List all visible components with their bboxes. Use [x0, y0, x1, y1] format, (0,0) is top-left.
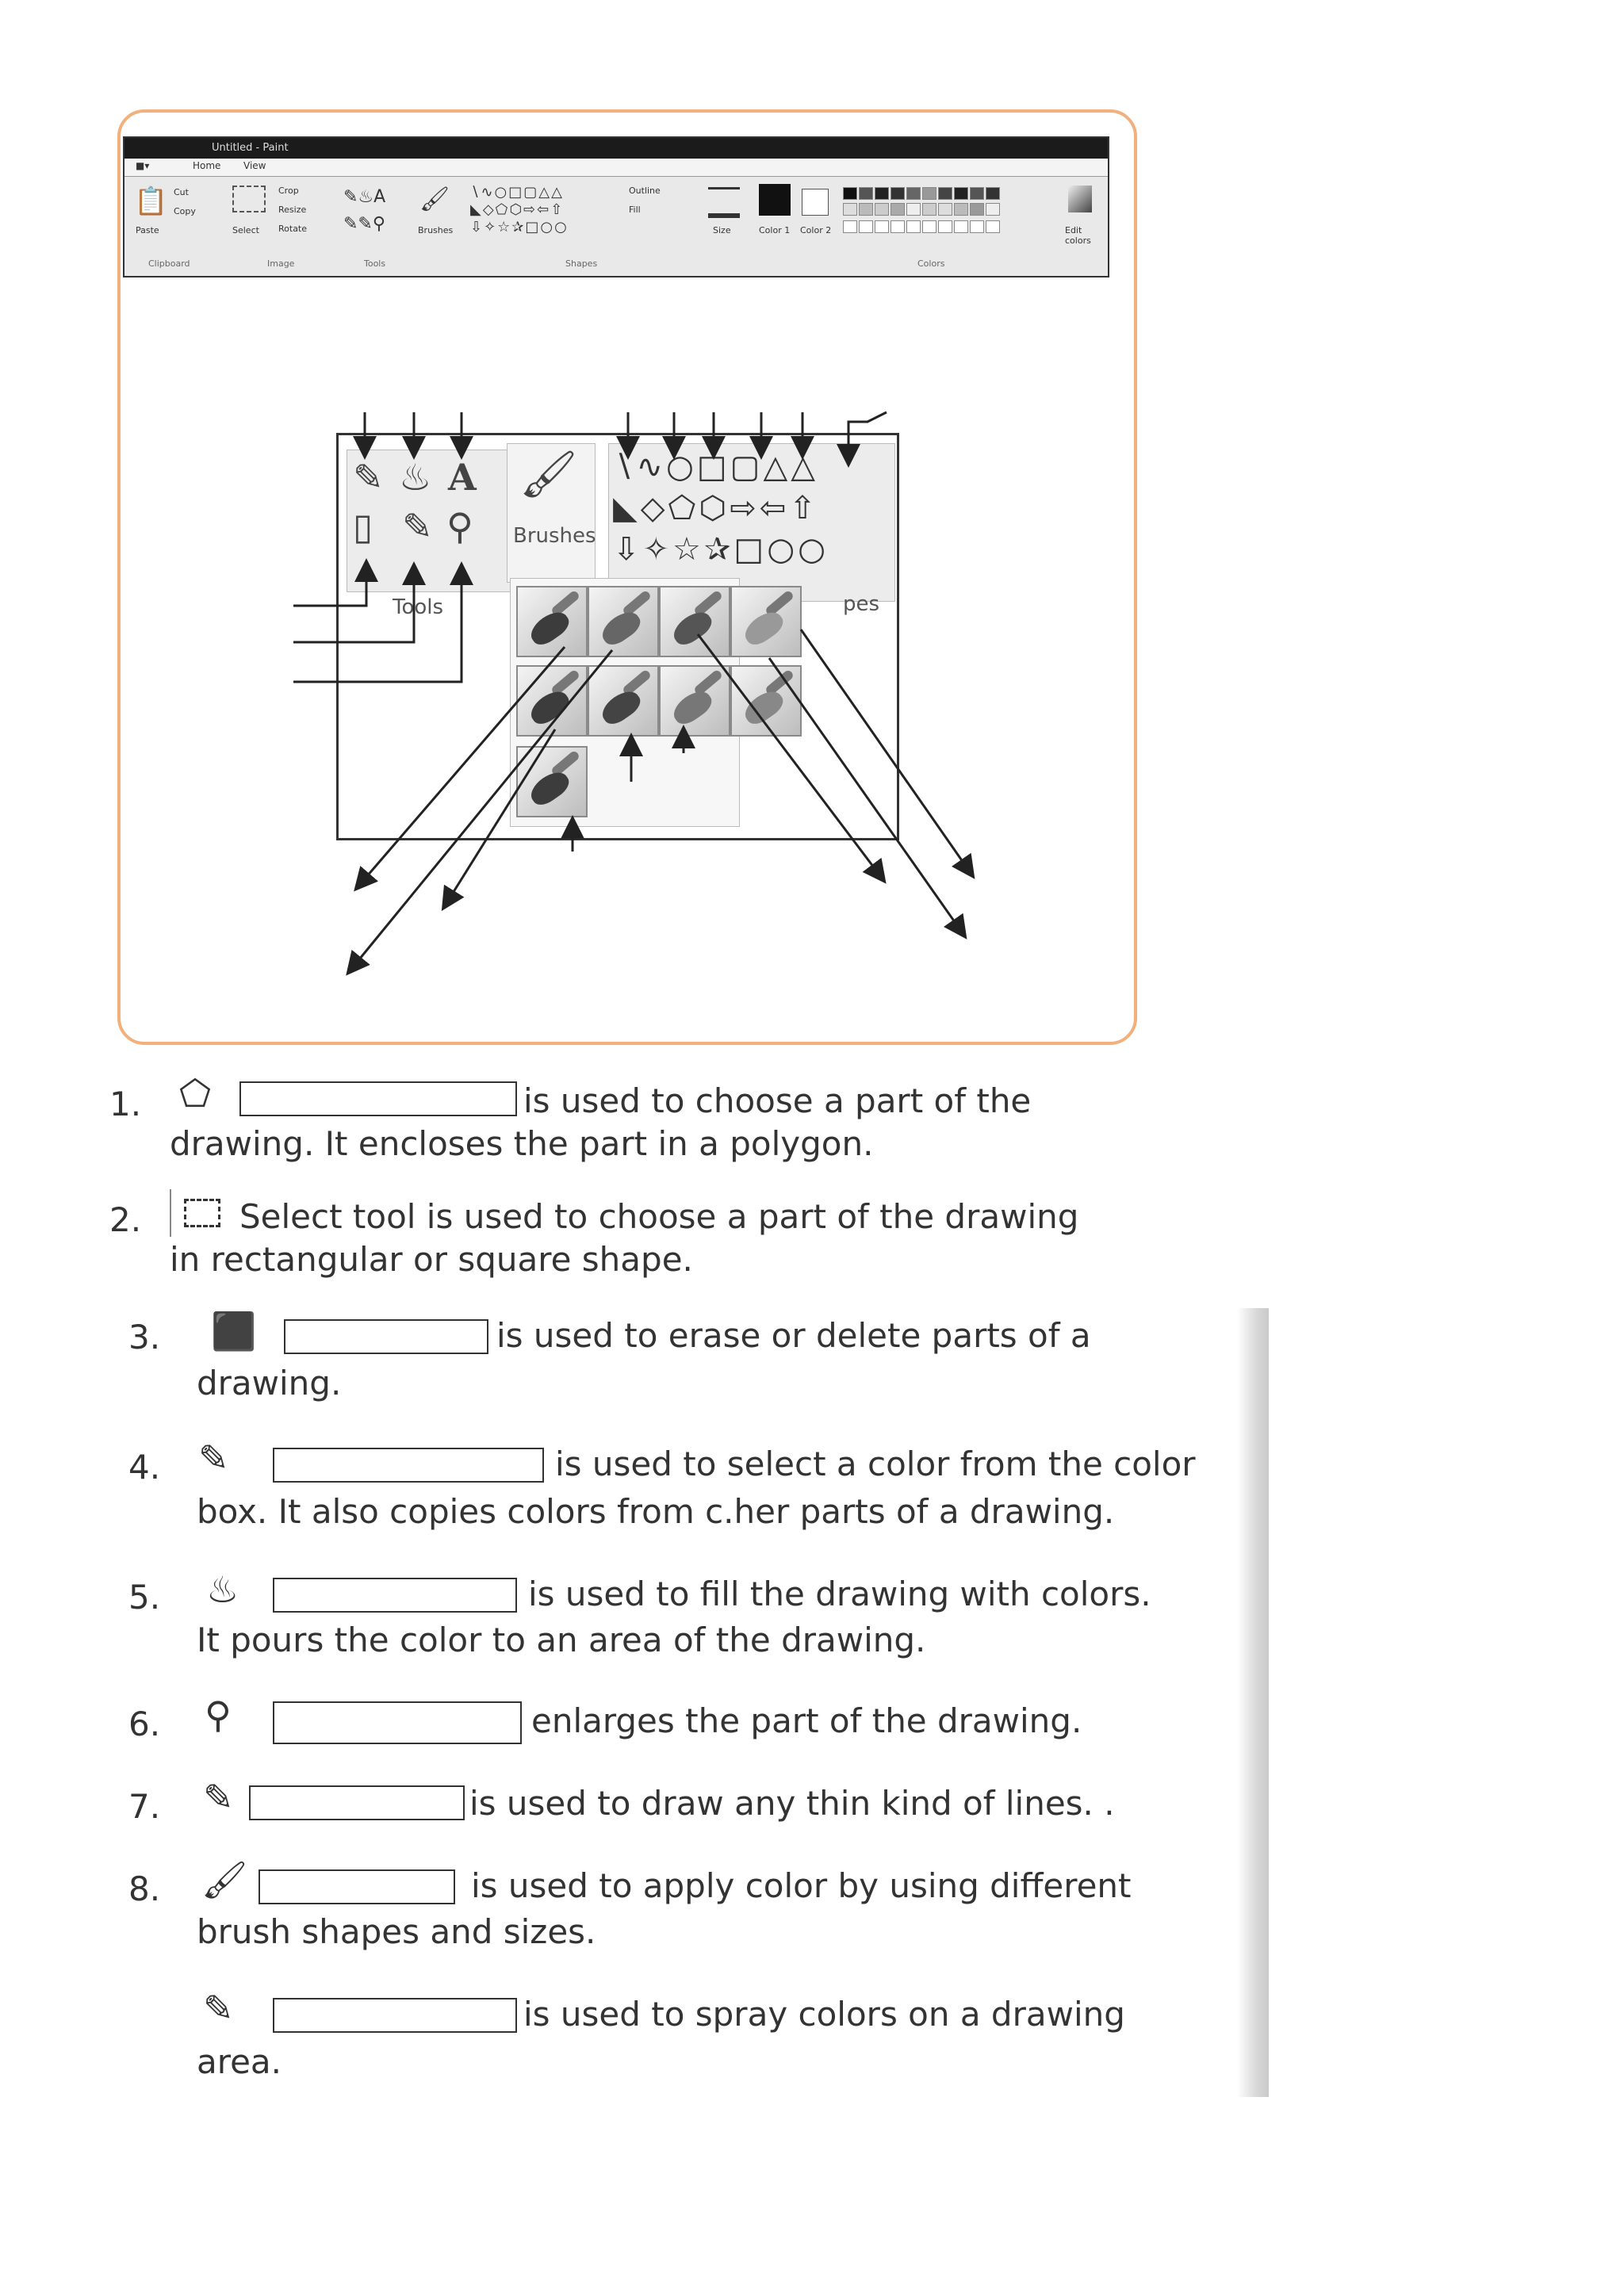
fill-button[interactable]: Fill — [629, 205, 641, 215]
question-text: is used to fill the drawing with colors. — [528, 1575, 1151, 1613]
answer-blank-6[interactable] — [249, 1785, 465, 1820]
eraser-tool-icon[interactable]: ▯ — [353, 505, 373, 548]
answer-blank-8[interactable] — [273, 1998, 517, 2033]
group-label-tools: Tools — [364, 258, 386, 269]
color2-button[interactable]: Color 2 — [800, 225, 832, 235]
cut-button[interactable]: Cut — [174, 187, 189, 197]
rectangular-select-icon — [170, 1189, 227, 1237]
fill-tool-icon[interactable]: ♨ — [399, 456, 432, 499]
brushes-large-icon[interactable]: 🖌 — [519, 447, 578, 501]
brushes-panel-label: Brushes — [513, 524, 596, 548]
question-text: Select tool is used to choose a part of the drawing — [239, 1197, 1079, 1236]
shapes-panel-label: pes — [843, 592, 880, 616]
copy-button[interactable]: Copy — [174, 206, 196, 216]
rotate-button[interactable]: Rotate — [278, 224, 308, 234]
question-text: drawing. — [197, 1364, 342, 1402]
eraser-icon: ⬛ — [211, 1310, 257, 1353]
group-label-image: Image — [267, 258, 295, 269]
answer-blank-5[interactable] — [273, 1701, 522, 1744]
group-label-clipboard: Clipboard — [148, 258, 190, 269]
question-number: 3. — [128, 1318, 161, 1357]
brushes-button[interactable]: Brushes — [418, 225, 454, 235]
question-text: It pours the color to an area of the drawing. — [197, 1621, 926, 1659]
question-text: is used to apply color by using different — [471, 1866, 1132, 1905]
airbrush-icon: ✎ — [203, 1987, 234, 2030]
question-text: is used to erase or delete parts of a — [496, 1316, 1091, 1355]
group-label-shapes: Shapes — [565, 258, 598, 269]
answer-blank-7[interactable] — [259, 1869, 455, 1904]
question-text: area. — [197, 2042, 282, 2081]
question-number: 8. — [128, 1869, 161, 1908]
question-text: is used to choose a part of the — [523, 1081, 1032, 1120]
size-button[interactable]: Size — [713, 225, 731, 235]
pencil-tool-icon[interactable]: ✎ — [353, 456, 384, 499]
tab-home[interactable]: Home — [193, 160, 221, 171]
ribbon-titlebar: Untitled - Paint — [124, 138, 1108, 159]
select-button[interactable]: Select — [232, 225, 259, 235]
shapes-row-3[interactable]: ⇩✧☆✰□○○ — [613, 531, 829, 568]
resize-button[interactable]: Resize — [278, 205, 307, 215]
file-menu-icon[interactable]: ■▾ — [136, 160, 150, 171]
question-text: brush shapes and sizes. — [197, 1912, 596, 1951]
paste-button[interactable]: Paste — [136, 225, 159, 235]
question-text: is used to draw any thin kind of lines. . — [469, 1784, 1115, 1823]
question-text: drawing. It encloses the part in a polygon. — [170, 1124, 874, 1163]
question-text: is used to select a color from the color — [555, 1445, 1196, 1483]
ribbon-shapes-row3[interactable]: ⇩✧☆✰□○○ — [470, 219, 569, 235]
magnifier-tool-icon[interactable]: ⚲ — [446, 505, 473, 548]
answer-blank-3[interactable] — [273, 1448, 544, 1483]
color1-button[interactable]: Color 1 — [759, 225, 791, 235]
crop-button[interactable]: Crop — [278, 186, 299, 196]
tab-view[interactable]: View — [243, 160, 266, 171]
question-number: 2. — [109, 1200, 142, 1239]
answer-blank-1[interactable] — [239, 1081, 517, 1116]
fill-bucket-icon: ♨ — [206, 1568, 239, 1611]
paste-icon[interactable]: 📋 — [134, 186, 168, 217]
ribbon-shapes-row1[interactable]: ∖∿○□▢△△ — [470, 184, 564, 201]
question-text: box. It also copies colors from c.her parts of a drawing. — [197, 1492, 1115, 1531]
tools-panel-label: Tools — [393, 595, 444, 619]
ribbon-brush-icon[interactable]: 🖌 — [419, 186, 450, 213]
ribbon-tools-icons[interactable]: ✎♨A — [343, 187, 386, 207]
brush-icon: 🖌 — [201, 1858, 248, 1901]
shapes-row-2[interactable]: ◣◇⬠⬡⇨⇦⇧ — [613, 490, 819, 526]
question-number: 7. — [128, 1787, 161, 1826]
question-text: in rectangular or square shape. — [170, 1240, 693, 1279]
edit-colors-button[interactable]: Edit colors — [1065, 225, 1091, 246]
ribbon-tools-icons-row2[interactable]: ✎✎⚲ — [343, 214, 385, 234]
ribbon-shapes-row2[interactable]: ◣◇⬠⬡⇨⇦⇧ — [470, 201, 565, 218]
color-picker-icon: ✎ — [198, 1437, 229, 1479]
shapes-row-1[interactable]: ∖∿○□▢△△ — [613, 449, 818, 485]
question-number: 4. — [128, 1448, 161, 1487]
answer-blank-2[interactable] — [284, 1319, 488, 1354]
pencil-icon: ✎ — [203, 1776, 234, 1819]
answer-blank-4[interactable] — [273, 1578, 517, 1613]
scan-shadow — [1237, 1308, 1269, 2097]
color-picker-tool-icon[interactable]: ✎ — [402, 505, 433, 548]
free-form-select-icon: ⬠ — [179, 1072, 211, 1115]
callout-arrows — [0, 0, 1624, 1047]
magnifier-icon: ⚲ — [205, 1693, 232, 1736]
question-text: is used to spray colors on a drawing — [523, 1995, 1125, 2034]
question-text: enlarges the part of the drawing. — [531, 1701, 1082, 1740]
question-number: 6. — [128, 1705, 161, 1743]
group-label-colors: Colors — [917, 258, 945, 269]
question-number: 5. — [128, 1578, 161, 1617]
question-number: 1. — [109, 1085, 142, 1123]
outline-button[interactable]: Outline — [629, 186, 661, 196]
text-tool-icon[interactable]: A — [448, 456, 477, 499]
